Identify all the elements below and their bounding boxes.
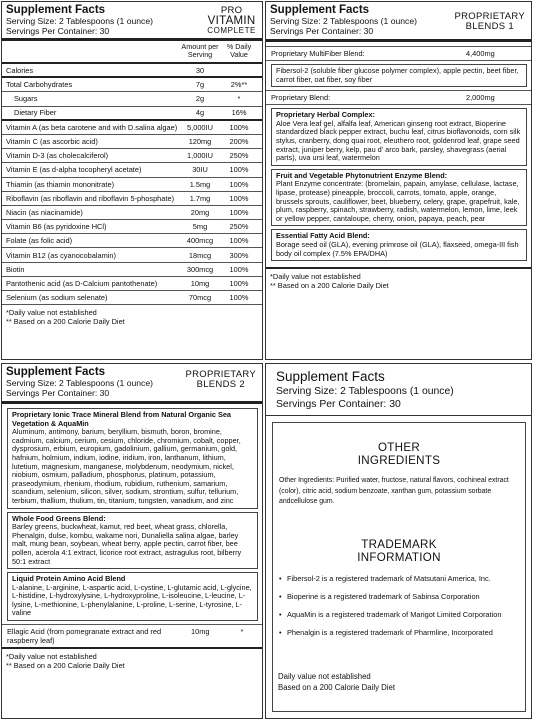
nutrient-daily-value: 200%	[229, 137, 249, 147]
servings-per-container: Servings Per Container: 30	[6, 388, 110, 398]
column-amount: Amount per Serving	[181, 42, 219, 59]
footnote-daily-value: *Daily value not established	[270, 272, 361, 282]
nutrient-row	[2, 192, 262, 206]
nutrient-amount: 300mcg	[186, 264, 214, 274]
nutrient-name: Sugars	[14, 94, 38, 104]
nutrient-name: Calories	[6, 65, 34, 75]
amino-acid-blend-text: L-alanine, L-arginine, L-aspartic acid, L-cystine, L-glutamic acid, L-glycine, L-histidine, L-hydroxylysine, L-hydroxyproline, L-isoleucine, L-leucine, L-lysine, L-methionine, L-phenylalanine, L-proline, L-serine, L-tyrosine, L-valine	[12, 582, 252, 618]
nutrient-daily-value: 100%	[229, 193, 249, 203]
nutrient-amount: 1.5mg	[189, 179, 211, 189]
footnote-calorie-diet: ** Based on a 200 Calorie Daily Diet	[6, 317, 125, 327]
bullet-icon: •	[279, 573, 282, 583]
nutrient-daily-value: 100%	[229, 122, 249, 132]
panel-header	[2, 364, 262, 404]
nutrient-amount: 400mcg	[186, 236, 214, 246]
nutrient-name: Vitamin C (as ascorbic acid)	[6, 137, 98, 147]
fatty-acid-blend-text: Borage seed oil (GLA), evening primrose oil (GLA), flaxseed, omega-III fish body oil complex (7.5% EPA/DHA)	[276, 239, 519, 258]
nutrient-row	[2, 206, 262, 220]
footnote-calorie-diet: ** Based on a 200 Calorie Daily Diet	[6, 661, 125, 671]
trademark-item	[279, 592, 521, 602]
panel-header	[2, 2, 262, 41]
nutrient-name: Vitamin B12 (as cyanocobalamin)	[6, 250, 116, 260]
nutrient-row	[2, 64, 262, 78]
nutrient-row	[2, 248, 262, 262]
panel-header	[266, 364, 531, 416]
footnote-daily-value: Daily value not established	[278, 672, 371, 681]
nutrient-name: Vitamin A (as beta carotene and with D.salina algae)	[6, 122, 178, 132]
panel-footnotes	[266, 267, 531, 293]
ionic-mineral-blend-title: Proprietary Ionic Trace Mineral Blend from Natural Organic Sea Vegetation & AquaMin	[12, 410, 231, 428]
panel-title: Supplement Facts	[6, 4, 106, 16]
nutrient-daily-value: 100%	[229, 207, 249, 217]
nutrient-name: Total Carbohydrates	[6, 80, 73, 90]
brand-line-2: VITAMIN	[207, 15, 256, 27]
trademark-heading-line-2: INFORMATION	[357, 550, 441, 564]
proprietary-blend-row	[266, 90, 531, 105]
column-daily-value: % Daily Value	[226, 42, 252, 59]
nutrient-name: Niacin (as niacinamide)	[6, 207, 83, 217]
brand-line-3: COMPLETE	[207, 26, 256, 35]
nutrient-name: Thiamin (as thiamin mononitrate)	[6, 179, 115, 189]
greens-blend-text: Barley greens, buckwheat, kamut, red beet, wheat grass, chlorella, Phenalgin, dulse, kombu, wakame nori, Dunaliella salina algae, barley malt, mung bean, soybean, wheat berry, apple pectin, carrot fiber, bee pollen, acerola 4:1 extract, licorice root extract, astragulus root, bilberry 50:1 extract	[12, 522, 242, 566]
nutrient-amount: 30	[195, 65, 205, 75]
nutrient-row	[2, 291, 262, 305]
nutrient-row	[2, 78, 262, 92]
nutrient-name: Selenium (as sodium selenate)	[6, 293, 108, 303]
proprietary-blend-amount: 2,000mg	[466, 93, 495, 103]
supplement-facts-panel-blends-2	[1, 363, 263, 719]
multifiber-blend-row	[266, 46, 531, 61]
herbal-complex-title: Proprietary Herbal Complex:	[276, 110, 375, 120]
nutrient-table	[2, 64, 262, 305]
panel-header	[266, 2, 531, 42]
trademark-item	[279, 610, 521, 620]
nutrient-daily-value: 300%	[229, 250, 249, 260]
footnote-calorie-diet: Based on a 200 Calorie Daily Diet	[278, 683, 396, 692]
nutrient-name: Riboflavin (as riboflavin and riboflavin 5-phosphate)	[6, 193, 175, 203]
enzyme-blend-box	[271, 169, 527, 227]
column-headers	[2, 41, 262, 64]
nutrient-daily-value: 100%	[229, 165, 249, 175]
nutrient-amount: 5mg	[192, 222, 208, 232]
supplement-facts-panel-other	[265, 363, 532, 719]
nutrient-daily-value: 100%	[229, 278, 249, 288]
nutrient-amount: 10mg	[190, 278, 210, 288]
trademark-list	[273, 574, 525, 638]
supplement-facts-panel-blends-1	[265, 1, 532, 360]
nutrient-row	[2, 178, 262, 192]
panel-footnotes	[2, 305, 262, 329]
ellagic-acid-row	[2, 624, 262, 649]
nutrient-row	[2, 263, 262, 277]
panel-title: Supplement Facts	[270, 4, 370, 16]
nutrient-name: Vitamin E (as d-alpha tocopheryl acetate)	[6, 165, 142, 175]
nutrient-name: Pantothenic acid (as D-Calcium pantothenate)	[6, 278, 158, 288]
greens-blend-title: Whole Food Greens Blend:	[12, 513, 106, 523]
nutrient-daily-value: 16%	[231, 108, 247, 118]
other-ingredients-heading-line-1: OTHER	[377, 441, 421, 454]
brand-line-1: PROPRIETARY	[185, 369, 256, 380]
nutrient-row	[2, 234, 262, 248]
ionic-mineral-blend-text: Aluminum, antimony, barium, beryllium, bismuth, boron, bromine, cadmium, calcium, cerium, cesium, chloride, chromium, cobalt, copper, dysprosium, erbium, europium, gadolinium, gallium, germanium, gold, hafnium, holmium, indium, iodine, iridium, iron, lanthanum, lithium, lutetium, magnesium, manganese, molybdenum, neodymium, nickel, niobium, osmium, palladium, phosphorus, platinum, potassium, praseodymium, rhenium, rhodium, rubidium, ruthenium, samarium, scandium, selenium, silicon, silver, sodium, strontium, sulfur, tellurium, terbium, thallium, thulium, tin, titanium, tungsten, vanadium, and zinc	[12, 427, 241, 505]
panel-footnotes	[278, 671, 395, 693]
servings-per-container: Servings Per Container: 30	[276, 399, 401, 410]
brand-line-2: BLENDS 2	[196, 379, 245, 390]
other-ingredients-heading	[273, 441, 525, 467]
nutrient-amount: 30IU	[192, 165, 208, 175]
amino-acid-blend-box	[7, 572, 258, 621]
servings-per-container: Servings Per Container: 30	[6, 26, 110, 36]
multifiber-blend-amount: 4,400mg	[466, 49, 495, 58]
nutrient-name: Vitamin B6 (as pyridoxine HCl)	[6, 222, 107, 232]
supplement-facts-panel-vitamins	[1, 1, 263, 360]
nutrient-row	[2, 135, 262, 149]
nutrient-amount: 2g	[195, 94, 205, 104]
nutrient-daily-value: 100%	[229, 264, 249, 274]
servings-per-container: Servings Per Container: 30	[270, 26, 374, 36]
nutrient-amount: 7g	[195, 80, 205, 90]
trademark-text: Fibersol-2 is a registered trademark of Matsutani America, Inc.	[287, 573, 491, 583]
nutrient-row	[2, 107, 262, 121]
nutrient-amount: 120mg	[188, 137, 212, 147]
fatty-acid-blend-title: Essential Fatty Acid Blend:	[276, 231, 370, 241]
trademark-text: Phenalgin is a registered trademark of Pharmline, Incorporated	[287, 627, 493, 637]
nutrient-row	[2, 149, 262, 163]
fatty-acid-blend-box	[271, 229, 527, 261]
nutrient-amount: 18mcg	[188, 250, 212, 260]
nutrient-row	[2, 277, 262, 291]
panel-footnotes	[2, 649, 262, 673]
nutrient-row	[2, 92, 262, 106]
ellagic-acid-amount: 10mg	[191, 627, 210, 637]
nutrient-amount: 20mg	[190, 207, 210, 217]
greens-blend-box	[7, 512, 258, 570]
serving-size: Serving Size: 2 Tablespoons (1 ounce)	[270, 16, 417, 26]
multifiber-blend-label: Proprietary MultiFiber Blend:	[271, 49, 365, 58]
serving-size: Serving Size: 2 Tablespoons (1 ounce)	[276, 386, 454, 397]
nutrient-name: Dietary Fiber	[14, 108, 57, 118]
nutrient-name: Biotin	[6, 264, 25, 274]
nutrient-amount: 4g	[195, 108, 205, 118]
nutrient-amount: 1.7mg	[189, 193, 211, 203]
amino-acid-blend-title: Liquid Protein Amino Acid Blend	[12, 574, 126, 584]
brand-label	[207, 6, 256, 36]
nutrient-daily-value: *	[237, 94, 241, 104]
brand-line-1: PROPRIETARY	[454, 11, 525, 22]
multifiber-blend-box	[271, 64, 527, 87]
nutrient-daily-value: 250%	[229, 151, 249, 161]
nutrient-name: Folate (as folic acid)	[6, 236, 73, 246]
ellagic-acid-name: Ellagic Acid (from pomegranate extract and red raspberry leaf)	[7, 627, 162, 646]
brand-label	[185, 370, 256, 390]
nutrient-daily-value: 250%	[229, 222, 249, 232]
nutrient-daily-value: 2%**	[230, 80, 248, 90]
footnote-daily-value: *Daily value not established	[6, 652, 97, 662]
nutrient-name: Vitamin D-3 (as cholecalciferol)	[6, 151, 109, 161]
other-ingredients-heading-line-2: INGREDIENTS	[357, 454, 441, 467]
other-ingredients-text: Other Ingredients: Purified water, fructose, natural flavors, cochineal extract (color), citric acid, sodium benzoate, xanthan gum, potassium sorbate andcellulose gum.	[279, 477, 509, 505]
footnote-calorie-diet: ** Based on a 200 Calorie Daily Diet	[270, 281, 389, 291]
nutrient-amount: 70mcg	[188, 293, 212, 303]
brand-line-2: BLENDS 1	[465, 21, 514, 32]
trademark-item	[279, 574, 521, 584]
trademark-text: AquaMin is a registered trademark of Marigot Limited Corporation	[287, 609, 502, 619]
brand-label	[454, 12, 525, 32]
serving-size: Serving Size: 2 Tablespoons (1 ounce)	[6, 16, 153, 26]
nutrient-amount: 1,000IU	[187, 151, 213, 161]
footnote-daily-value: *Daily value not established	[6, 308, 97, 318]
panel-title: Supplement Facts	[276, 369, 385, 384]
trademark-heading	[273, 538, 525, 564]
panel-title: Supplement Facts	[6, 366, 106, 378]
trademark-heading-line-1: TRADEMARK	[361, 537, 437, 551]
proprietary-blend-label: Proprietary Blend:	[271, 93, 331, 103]
trademark-text: Bioperine is a registered trademark of Sabinsa Corporation	[287, 591, 480, 601]
brand-line-1: PRO	[220, 5, 243, 16]
nutrient-daily-value: 100%	[229, 293, 249, 303]
nutrient-row	[2, 163, 262, 177]
trademark-item	[279, 628, 521, 638]
ellagic-acid-dv: *	[240, 627, 244, 637]
enzyme-blend-text: Plant Enzyme concentrate: (bromelain, papain, amylase, cellulase, lactase, lipase, protease) pineapple, broccoli, carrots, tomato, apple, orange, brussels sprouts, cauliflower, beet, blueberry, celery, grape, grapefruit, kale, plum, raspberry, spinach, strawberry, radish, watermelon, lemon, lime, leek or yellow pepper, cantaloupe, cherry, onion, papaya, peach, pear	[276, 179, 520, 223]
bullet-icon: •	[279, 627, 282, 637]
nutrient-row	[2, 220, 262, 234]
other-info-box	[272, 422, 526, 712]
nutrient-row	[2, 121, 262, 135]
enzyme-blend-title: Fruit and Vegetable Phytonutrient Enzyme Blend:	[276, 170, 448, 180]
bullet-icon: •	[279, 609, 282, 619]
nutrient-daily-value: 100%	[229, 179, 249, 189]
nutrient-amount: 5,000IU	[187, 122, 213, 132]
multifiber-blend-text: Fibersol-2 (soluble fiber glucose polymer complex), apple pectin, beet fiber, carrot fiber, oat fiber, soy fiber	[276, 66, 519, 84]
herbal-complex-box	[271, 108, 527, 166]
nutrient-daily-value: 100%	[229, 236, 249, 246]
serving-size: Serving Size: 2 Tablespoons (1 ounce)	[6, 378, 153, 388]
bullet-icon: •	[279, 591, 282, 601]
ionic-mineral-blend-box	[7, 408, 258, 509]
herbal-complex-text: Aloe Vera leaf gel, alfalfa leaf, American ginseng root extract, Bioperine standardized black pepper extract, buchu leaf, citrus bioflavonoids, corn silk stylus, cranberry, dong quai root, eleuthero root, goldenrod leaf, grape seed extract, juniper berry, kelp, pau d' arco bark, parsley, shavegrass (aerial parts), uva ursi leaf, watermelon	[276, 118, 521, 163]
